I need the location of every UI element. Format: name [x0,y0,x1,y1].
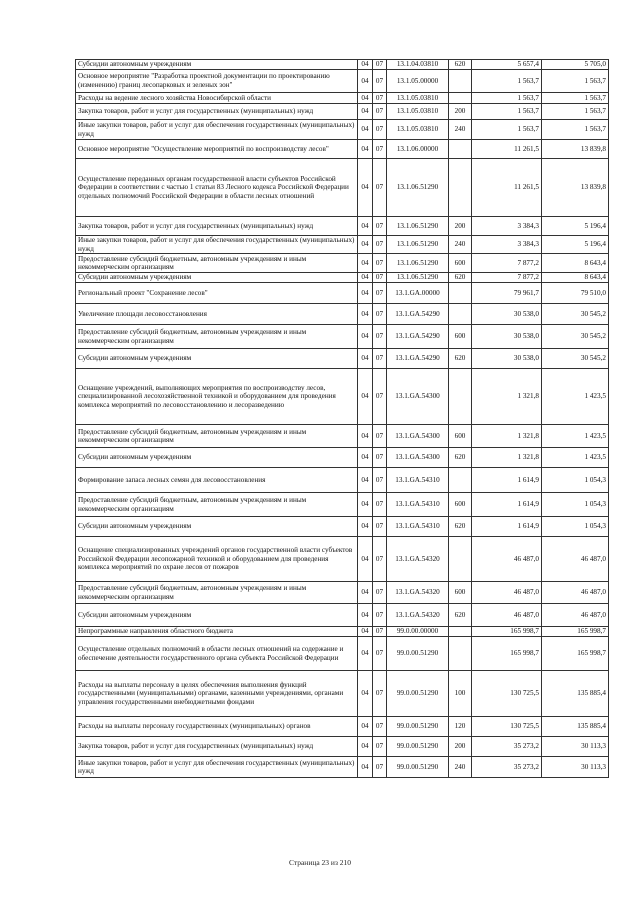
cell-subsection: 07 [373,582,387,604]
cell-amount-year1: 35 273,2 [472,737,542,757]
cell-section: 04 [358,254,373,273]
cell-subsection: 07 [373,349,387,369]
cell-section: 04 [358,448,373,468]
cell-amount-year1: 1 614,9 [472,517,542,537]
cell-expense-type: 200 [449,737,472,757]
table-row [76,757,609,778]
cell-subsection: 07 [373,468,387,493]
cell-section: 04 [358,671,373,717]
cell-section: 04 [358,70,373,93]
table-row [76,448,609,468]
cell-expense-type [449,93,472,104]
cell-subsection: 07 [373,637,387,671]
cell-amount-year2: 5 705,0 [542,60,609,70]
cell-amount-year1: 1 563,7 [472,104,542,120]
cell-amount-year2: 1 054,3 [542,517,609,537]
table-row [76,325,609,349]
cell-name: Основное мероприятие "Разработка проектной документации по проектированию (изменению) границ лесопарковых и зеленых зон" [76,70,358,93]
cell-name: Субсидии автономным учреждениям [76,60,358,70]
cell-expense-type: 600 [449,425,472,448]
cell-amount-year2: 79 510,0 [542,283,609,304]
cell-subsection: 07 [373,70,387,93]
table-row [76,369,609,425]
cell-section: 04 [358,582,373,604]
cell-target-article: 13.1.GA.54300 [387,448,449,468]
cell-amount-year1: 1 321,8 [472,425,542,448]
cell-section: 04 [358,604,373,627]
cell-target-article: 13.1.06.51290 [387,273,449,283]
cell-expense-type: 600 [449,254,472,273]
cell-name: Предоставление субсидий бюджетным, автономным учреждениям и иным некоммерческим организациям [76,325,358,349]
cell-expense-type: 100 [449,671,472,717]
cell-amount-year2: 135 885,4 [542,717,609,737]
cell-target-article: 13.1.06.51290 [387,236,449,254]
cell-amount-year1: 1 321,8 [472,369,542,425]
table-row [76,627,609,637]
cell-amount-year1: 1 563,7 [472,120,542,140]
table-row [76,468,609,493]
cell-target-article: 13.1.GA.54290 [387,325,449,349]
table-row [76,70,609,93]
cell-amount-year2: 13 839,8 [542,159,609,217]
cell-target-article: 13.1.GA.54290 [387,349,449,369]
cell-amount-year2: 1 563,7 [542,93,609,104]
cell-name: Осуществление отдельных полномочий в области лесных отношений на содержание и обеспечение деятельности государственного органа субъекта Российской Федерации [76,637,358,671]
cell-target-article: 13.1.06.51290 [387,254,449,273]
cell-subsection: 07 [373,254,387,273]
cell-target-article: 99.0.00.00000 [387,627,449,637]
cell-expense-type: 600 [449,325,472,349]
cell-section: 04 [358,273,373,283]
cell-amount-year2: 5 196,4 [542,217,609,236]
table-row [76,517,609,537]
cell-section: 04 [358,120,373,140]
cell-expense-type: 620 [449,273,472,283]
cell-expense-type: 620 [449,604,472,627]
cell-amount-year2: 1 563,7 [542,120,609,140]
cell-amount-year1: 7 877,2 [472,254,542,273]
cell-amount-year2: 1 423,5 [542,425,609,448]
cell-amount-year1: 1 563,7 [472,70,542,93]
page-footer: Страница 23 из 210 [288,858,352,867]
cell-subsection: 07 [373,717,387,737]
cell-target-article: 13.1.GA.00000 [387,283,449,304]
cell-amount-year1: 30 538,0 [472,304,542,325]
cell-name: Непрограммные направления областного бюджета [76,627,358,637]
cell-target-article: 13.1.GA.54320 [387,604,449,627]
cell-name: Предоставление субсидий бюджетным, автономным учреждениям и иным некоммерческим организациям [76,493,358,517]
cell-amount-year1: 3 384,3 [472,236,542,254]
cell-expense-type: 240 [449,120,472,140]
cell-amount-year2: 1 563,7 [542,70,609,93]
table-row [76,93,609,104]
cell-name: Предоставление субсидий бюджетным, автономным учреждениям и иным некоммерческим организациям [76,582,358,604]
table-row [76,104,609,120]
cell-name: Осуществление переданных органам государственной власти субъектов Российской Федерации в соответствии с частью 1 статьи 83 Лесного кодекса Российской Федерации отдельных полномочий Российской Федерации в области лесных отношений [76,159,358,217]
cell-expense-type [449,70,472,93]
cell-name: Иные закупки товаров, работ и услуг для обеспечения государственных (муниципальных) нужд [76,757,358,778]
cell-name: Субсидии автономным учреждениям [76,273,358,283]
cell-subsection: 07 [373,273,387,283]
cell-name: Региональный проект "Сохранение лесов" [76,283,358,304]
cell-target-article: 13.1.06.51290 [387,217,449,236]
table-row [76,283,609,304]
cell-amount-year2: 5 196,4 [542,236,609,254]
cell-target-article: 13.1.04.03810 [387,60,449,70]
table-row [76,604,609,627]
budget-table [75,59,609,778]
cell-name: Иные закупки товаров, работ и услуг для обеспечения государственных (муниципальных) нужд [76,120,358,140]
cell-expense-type: 600 [449,582,472,604]
table-row [76,582,609,604]
cell-name: Закупка товаров, работ и услуг для государственных (муниципальных) нужд [76,217,358,236]
cell-amount-year1: 1 614,9 [472,493,542,517]
cell-amount-year2: 30 545,2 [542,325,609,349]
cell-name: Увеличение площади лесовосстановления [76,304,358,325]
cell-target-article: 13.1.06.00000 [387,140,449,159]
cell-section: 04 [358,349,373,369]
cell-subsection: 07 [373,537,387,582]
cell-subsection: 07 [373,236,387,254]
cell-amount-year2: 46 487,0 [542,582,609,604]
cell-amount-year1: 5 657,4 [472,60,542,70]
cell-subsection: 07 [373,283,387,304]
table-row [76,254,609,273]
cell-amount-year2: 46 487,0 [542,604,609,627]
cell-subsection: 07 [373,104,387,120]
cell-name: Оснащение специализированных учреждений органов государственной власти субъектов Российской Федерации лесопожарной техникой и оборудованием для проведения комплекса мероприятий по охране лесов от пожаров [76,537,358,582]
cell-name: Субсидии автономным учреждениям [76,349,358,369]
table-row [76,637,609,671]
cell-section: 04 [358,104,373,120]
cell-name: Иные закупки товаров, работ и услуг для обеспечения государственных (муниципальных) нужд [76,236,358,254]
cell-amount-year1: 35 273,2 [472,757,542,778]
cell-expense-type: 620 [449,349,472,369]
table-row [76,273,609,283]
cell-section: 04 [358,493,373,517]
cell-amount-year2: 165 998,7 [542,627,609,637]
cell-expense-type: 620 [449,448,472,468]
cell-target-article: 13.1.GA.54320 [387,582,449,604]
cell-subsection: 07 [373,627,387,637]
cell-amount-year2: 1 563,7 [542,104,609,120]
cell-subsection: 07 [373,140,387,159]
cell-amount-year2: 8 643,4 [542,273,609,283]
cell-section: 04 [358,140,373,159]
table-row [76,425,609,448]
cell-expense-type [449,627,472,637]
table-row [76,217,609,236]
cell-expense-type [449,369,472,425]
cell-section: 04 [358,537,373,582]
cell-expense-type: 240 [449,757,472,778]
cell-subsection: 07 [373,604,387,627]
cell-subsection: 07 [373,93,387,104]
cell-amount-year1: 1 563,7 [472,93,542,104]
cell-amount-year1: 165 998,7 [472,627,542,637]
cell-section: 04 [358,325,373,349]
cell-subsection: 07 [373,448,387,468]
cell-amount-year1: 79 961,7 [472,283,542,304]
cell-amount-year2: 1 054,3 [542,493,609,517]
cell-section: 04 [358,236,373,254]
cell-subsection: 07 [373,517,387,537]
cell-amount-year2: 1 054,3 [542,468,609,493]
cell-expense-type: 620 [449,60,472,70]
cell-name: Субсидии автономным учреждениям [76,517,358,537]
cell-target-article: 13.1.05.03810 [387,93,449,104]
cell-subsection: 07 [373,737,387,757]
cell-amount-year2: 165 998,7 [542,637,609,671]
table-row [76,304,609,325]
table-row [76,349,609,369]
cell-target-article: 99.0.00.51290 [387,671,449,717]
cell-name: Субсидии автономным учреждениям [76,448,358,468]
cell-target-article: 13.1.GA.54310 [387,468,449,493]
cell-amount-year1: 130 725,5 [472,671,542,717]
cell-target-article: 13.1.05.00000 [387,70,449,93]
cell-subsection: 07 [373,671,387,717]
cell-section: 04 [358,304,373,325]
cell-amount-year2: 30 545,2 [542,349,609,369]
cell-section: 04 [358,468,373,493]
cell-section: 04 [358,737,373,757]
cell-expense-type [449,304,472,325]
cell-name: Закупка товаров, работ и услуг для государственных (муниципальных) нужд [76,737,358,757]
cell-name: Расходы на выплаты персоналу государственных (муниципальных) органов [76,717,358,737]
cell-amount-year1: 165 998,7 [472,637,542,671]
cell-subsection: 07 [373,425,387,448]
cell-expense-type [449,283,472,304]
cell-expense-type [449,159,472,217]
cell-name: Закупка товаров, работ и услуг для государственных (муниципальных) нужд [76,104,358,120]
table-body [76,60,609,778]
cell-amount-year2: 46 487,0 [542,537,609,582]
cell-section: 04 [358,60,373,70]
cell-target-article: 13.1.GA.54310 [387,517,449,537]
table-row [76,737,609,757]
cell-expense-type: 200 [449,217,472,236]
cell-name: Расходы на выплаты персоналу в целях обеспечения выполнения функций государственными (муниципальными) органами, казенными учреждениями, органами управления государственными внебюджетными фондами [76,671,358,717]
cell-amount-year1: 30 538,0 [472,325,542,349]
cell-amount-year1: 1 321,8 [472,448,542,468]
cell-expense-type [449,468,472,493]
table-row [76,537,609,582]
cell-amount-year1: 7 877,2 [472,273,542,283]
table-row [76,671,609,717]
cell-amount-year1: 1 614,9 [472,468,542,493]
cell-amount-year1: 11 261,5 [472,159,542,217]
cell-amount-year2: 135 885,4 [542,671,609,717]
cell-name: Расходы на ведение лесного хозяйства Новосибирской области [76,93,358,104]
cell-target-article: 13.1.GA.54310 [387,493,449,517]
cell-subsection: 07 [373,369,387,425]
cell-subsection: 07 [373,60,387,70]
cell-subsection: 07 [373,493,387,517]
cell-amount-year2: 8 643,4 [542,254,609,273]
cell-section: 04 [358,425,373,448]
cell-expense-type: 120 [449,717,472,737]
cell-amount-year1: 3 384,3 [472,217,542,236]
cell-name: Оснащение учреждений, выполняющих мероприятия по воспроизводству лесов, специализированной лесохозяйственной техникой и оборудованием для проведения комплекса мероприятий по лесовосстановлению и лесоразведению [76,369,358,425]
cell-subsection: 07 [373,325,387,349]
table-row [76,120,609,140]
cell-subsection: 07 [373,120,387,140]
cell-amount-year2: 30 113,3 [542,757,609,778]
cell-target-article: 13.1.05.03810 [387,104,449,120]
cell-name: Формирование запаса лесных семян для лесовосстановления [76,468,358,493]
cell-amount-year2: 30 113,3 [542,737,609,757]
cell-section: 04 [358,93,373,104]
cell-section: 04 [358,717,373,737]
table-row [76,717,609,737]
cell-target-article: 99.0.00.51290 [387,757,449,778]
cell-target-article: 99.0.00.51290 [387,637,449,671]
cell-expense-type [449,140,472,159]
cell-subsection: 07 [373,217,387,236]
cell-subsection: 07 [373,757,387,778]
cell-amount-year2: 30 545,2 [542,304,609,325]
cell-expense-type: 620 [449,517,472,537]
cell-amount-year1: 30 538,0 [472,349,542,369]
cell-target-article: 13.1.GA.54300 [387,369,449,425]
cell-section: 04 [358,757,373,778]
cell-section: 04 [358,159,373,217]
cell-amount-year1: 130 725,5 [472,717,542,737]
cell-amount-year1: 11 261,5 [472,140,542,159]
cell-target-article: 13.1.GA.54320 [387,537,449,582]
cell-target-article: 99.0.00.51290 [387,717,449,737]
cell-target-article: 13.1.06.51290 [387,159,449,217]
table-row [76,236,609,254]
cell-expense-type: 240 [449,236,472,254]
cell-amount-year2: 13 839,8 [542,140,609,159]
cell-subsection: 07 [373,159,387,217]
cell-amount-year1: 46 487,0 [472,537,542,582]
cell-section: 04 [358,217,373,236]
cell-target-article: 99.0.00.51290 [387,737,449,757]
cell-section: 04 [358,637,373,671]
cell-name: Предоставление субсидий бюджетным, автономным учреждениям и иным некоммерческим организациям [76,254,358,273]
cell-amount-year1: 46 487,0 [472,582,542,604]
cell-target-article: 13.1.GA.54300 [387,425,449,448]
cell-name: Субсидии автономным учреждениям [76,604,358,627]
cell-expense-type: 600 [449,493,472,517]
cell-subsection: 07 [373,304,387,325]
cell-name: Основное мероприятие "Осуществление мероприятий по воспроизводству лесов" [76,140,358,159]
cell-name: Предоставление субсидий бюджетным, автономным учреждениям и иным некоммерческим организациям [76,425,358,448]
cell-expense-type: 200 [449,104,472,120]
cell-expense-type [449,537,472,582]
cell-expense-type [449,637,472,671]
table-row [76,60,609,70]
cell-amount-year2: 1 423,5 [542,448,609,468]
cell-section: 04 [358,369,373,425]
table-row [76,159,609,217]
table-row [76,140,609,159]
table-row [76,493,609,517]
cell-section: 04 [358,627,373,637]
cell-section: 04 [358,283,373,304]
cell-target-article: 13.1.GA.54290 [387,304,449,325]
cell-section: 04 [358,517,373,537]
cell-amount-year1: 46 487,0 [472,604,542,627]
cell-target-article: 13.1.05.03810 [387,120,449,140]
cell-amount-year2: 1 423,5 [542,369,609,425]
